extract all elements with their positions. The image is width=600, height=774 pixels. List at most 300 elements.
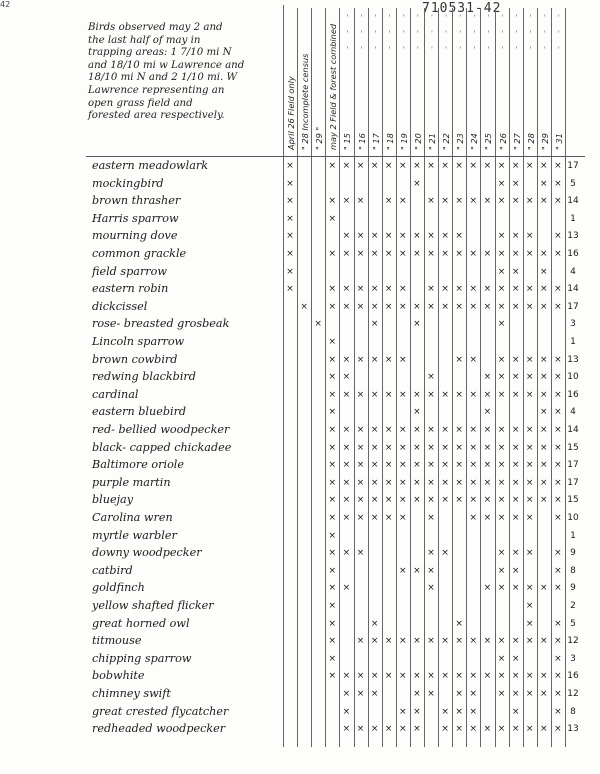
species-name: yellow shafted flicker xyxy=(92,599,214,612)
observation-mark: × xyxy=(356,477,365,488)
column-tick: ' xyxy=(445,30,448,38)
header-divider xyxy=(86,156,585,157)
observation-mark: × xyxy=(399,460,407,471)
observation-mark: × xyxy=(384,513,393,523)
row-total: 8 xyxy=(570,565,576,576)
column-header: may 2 Field & forest combined xyxy=(328,23,339,150)
observation-mark: × xyxy=(455,618,463,629)
observation-mark: × xyxy=(427,495,435,506)
observation-mark: × xyxy=(525,583,534,594)
observation-mark: × xyxy=(413,442,421,453)
observation-mark: × xyxy=(497,249,506,259)
column-tick: ' xyxy=(543,46,546,54)
observation-mark: × xyxy=(328,196,337,207)
observation-mark: × xyxy=(497,319,506,330)
observation-mark: × xyxy=(483,372,492,383)
observation-mark: × xyxy=(370,689,379,699)
observation-mark: × xyxy=(483,477,492,488)
observation-mark: × xyxy=(399,284,407,295)
observation-mark: × xyxy=(554,618,562,629)
observation-mark: × xyxy=(399,161,407,171)
observation-mark: × xyxy=(384,196,393,207)
column-tick: ' xyxy=(431,30,433,38)
row-total: 4 xyxy=(570,407,576,418)
observation-mark: × xyxy=(427,548,435,559)
row-total: 17 xyxy=(567,477,579,488)
column-tick: ' xyxy=(346,46,349,54)
column-tick: ' xyxy=(388,46,391,54)
observation-mark: × xyxy=(441,301,449,312)
species-name: brown cowbird xyxy=(92,352,178,366)
column-tick: ' xyxy=(445,14,448,22)
observation-mark: × xyxy=(497,671,506,682)
observation-mark: × xyxy=(370,618,379,629)
observation-mark: × xyxy=(455,249,463,259)
observation-mark: × xyxy=(384,389,393,400)
row-total: 3 xyxy=(570,653,576,664)
column-tick: ' xyxy=(360,30,363,38)
observation-mark: × xyxy=(413,565,421,576)
observation-mark: × xyxy=(286,161,294,171)
observation-mark: × xyxy=(328,530,337,541)
row-total: 14 xyxy=(567,196,579,207)
observation-mark: × xyxy=(540,389,548,400)
observation-mark: × xyxy=(483,407,492,418)
column-header: " 19 xyxy=(398,133,409,150)
observation-mark: × xyxy=(328,337,337,347)
observation-mark: × xyxy=(525,513,534,523)
column-tick: ' xyxy=(416,14,419,22)
column-tick: ' xyxy=(445,46,448,54)
column-header: " 22 xyxy=(441,133,452,150)
observation-mark: × xyxy=(511,636,520,647)
column-tick: ' xyxy=(374,30,377,38)
observation-mark: × xyxy=(441,724,449,735)
observation-mark: × xyxy=(525,425,534,435)
column-tick: ' xyxy=(473,30,476,38)
observation-mark: × xyxy=(356,689,365,699)
observation-mark: × xyxy=(469,425,478,435)
observation-mark: × xyxy=(356,460,365,471)
column-divider xyxy=(311,8,312,747)
observation-mark: × xyxy=(370,284,379,295)
row-total: 13 xyxy=(567,724,579,735)
row-total: 9 xyxy=(570,583,576,594)
observation-mark: × xyxy=(399,301,407,312)
observation-mark: × xyxy=(511,161,520,171)
observation-mark: × xyxy=(554,495,562,506)
species-name: cardinal xyxy=(92,387,139,401)
observation-mark: × xyxy=(356,249,365,259)
observation-mark: × xyxy=(483,636,492,647)
observation-mark: × xyxy=(399,442,407,453)
observation-mark: × xyxy=(286,196,294,207)
row-total: 1 xyxy=(570,337,576,347)
observation-mark: × xyxy=(497,266,506,277)
observation-mark: × xyxy=(511,372,520,383)
species-name: catbird xyxy=(92,563,133,577)
observation-mark: × xyxy=(511,266,520,277)
observation-mark: × xyxy=(356,724,365,735)
observation-mark: × xyxy=(427,249,435,259)
observation-mark: × xyxy=(540,301,548,312)
observation-mark: × xyxy=(370,724,379,735)
observation-mark: × xyxy=(328,301,337,312)
observation-mark: × xyxy=(384,671,393,682)
observation-mark: × xyxy=(286,284,294,295)
column-header: " 24 xyxy=(469,133,480,150)
observation-mark: × xyxy=(511,231,520,242)
species-name: bobwhite xyxy=(92,669,145,683)
observation-mark: × xyxy=(455,636,463,647)
observation-mark: × xyxy=(540,372,548,383)
observation-mark: × xyxy=(342,724,351,735)
observation-mark: × xyxy=(511,301,520,312)
observation-mark: × xyxy=(554,161,562,171)
observation-mark: × xyxy=(399,354,407,365)
observation-mark: × xyxy=(554,636,562,647)
observation-mark: × xyxy=(554,178,562,189)
observation-mark: × xyxy=(441,249,449,259)
observation-mark: × xyxy=(328,407,337,418)
observation-mark: × xyxy=(342,548,351,559)
observation-mark: × xyxy=(370,161,379,171)
intro-note xyxy=(88,22,280,123)
observation-mark: × xyxy=(525,477,534,488)
intro-line: Lawrence representing an xyxy=(88,84,225,96)
column-header: " 26 xyxy=(497,133,508,150)
observation-mark: × xyxy=(328,653,337,664)
column-tick: ' xyxy=(487,14,490,22)
document-id: 710531-42 xyxy=(422,1,502,16)
observation-mark: × xyxy=(469,460,478,471)
observation-mark: × xyxy=(370,636,379,647)
column-tick: ' xyxy=(360,46,363,54)
observation-mark: × xyxy=(540,196,548,207)
observation-mark: × xyxy=(455,460,463,471)
row-total: 3 xyxy=(570,319,576,330)
observation-mark: × xyxy=(356,671,365,682)
observation-mark: × xyxy=(497,389,506,400)
observation-mark: × xyxy=(328,601,337,611)
observation-mark: × xyxy=(455,724,463,735)
observation-mark: × xyxy=(469,671,478,682)
row-total: 5 xyxy=(570,618,576,629)
observation-mark: × xyxy=(455,354,463,365)
row-total: 9 xyxy=(570,548,576,559)
observation-mark: × xyxy=(370,389,379,400)
observation-mark: × xyxy=(554,513,562,523)
species-name: brown thrasher xyxy=(92,194,181,208)
observation-mark: × xyxy=(399,249,407,259)
observation-mark: × xyxy=(525,196,534,207)
observation-mark: × xyxy=(286,213,294,224)
observation-mark: × xyxy=(455,196,463,207)
observation-mark: × xyxy=(413,178,421,189)
row-total: 1 xyxy=(570,530,576,541)
observation-mark: × xyxy=(413,301,421,312)
row-total: 5 xyxy=(570,178,576,189)
row-total: 1 xyxy=(570,213,576,224)
column-header: " 29 xyxy=(539,133,550,150)
observation-mark: × xyxy=(399,636,407,647)
observation-mark: × xyxy=(286,178,294,189)
observation-mark: × xyxy=(511,425,520,435)
observation-mark: × xyxy=(328,389,337,400)
observation-mark: × xyxy=(342,161,351,171)
observation-mark: × xyxy=(483,196,492,207)
observation-mark: × xyxy=(342,354,351,365)
observation-mark: × xyxy=(413,636,421,647)
species-name: bluejay xyxy=(92,493,134,507)
observation-mark: × xyxy=(525,301,534,312)
observation-mark: × xyxy=(511,354,520,365)
observation-mark: × xyxy=(554,301,562,312)
corner-mark: 42 xyxy=(0,0,11,9)
column-tick: ' xyxy=(416,30,419,38)
species-name: downy woodpecker xyxy=(92,546,202,560)
observation-mark: × xyxy=(483,583,492,594)
observation-mark: × xyxy=(328,548,337,559)
observation-mark: × xyxy=(497,178,506,189)
observation-mark: × xyxy=(384,495,393,506)
observation-mark: × xyxy=(483,442,492,453)
observation-mark: × xyxy=(525,161,534,171)
observation-mark: × xyxy=(328,583,337,594)
observation-mark: × xyxy=(497,583,506,594)
observation-mark: × xyxy=(384,249,393,259)
observation-mark: × xyxy=(356,354,365,365)
observation-mark: × xyxy=(497,301,506,312)
observation-mark: × xyxy=(399,671,407,682)
column-tick: ' xyxy=(431,46,433,54)
column-tick: ' xyxy=(515,30,518,38)
observation-mark: × xyxy=(540,583,548,594)
observation-mark: × xyxy=(356,196,365,207)
observation-mark: × xyxy=(427,161,435,171)
observation-mark: × xyxy=(286,249,294,259)
observation-mark: × xyxy=(441,477,449,488)
row-total: 17 xyxy=(567,460,579,471)
observation-mark: × xyxy=(540,266,548,277)
observation-mark: × xyxy=(356,301,365,312)
observation-mark: × xyxy=(441,460,449,471)
observation-mark: × xyxy=(328,284,337,295)
observation-mark: × xyxy=(511,284,520,295)
observation-mark: × xyxy=(399,706,407,717)
observation-mark: × xyxy=(427,196,435,207)
observation-mark: × xyxy=(554,249,562,259)
species-name: Baltimore oriole xyxy=(92,458,185,472)
observation-mark: × xyxy=(554,565,562,576)
observation-mark: × xyxy=(356,284,365,295)
column-tick: ' xyxy=(402,30,405,38)
observation-mark: × xyxy=(314,319,322,330)
row-total: 13 xyxy=(567,354,579,365)
observation-mark: × xyxy=(356,425,365,435)
observation-mark: × xyxy=(483,460,492,471)
observation-mark: × xyxy=(342,477,351,488)
observation-mark: × xyxy=(540,284,548,295)
observation-mark: × xyxy=(497,565,506,576)
observation-mark: × xyxy=(342,583,351,594)
observation-mark: × xyxy=(286,231,294,242)
species-name: goldfinch xyxy=(92,581,145,595)
observation-mark: × xyxy=(342,513,351,523)
observation-mark: × xyxy=(370,513,379,523)
observation-mark: × xyxy=(554,724,562,735)
observation-mark: × xyxy=(554,425,562,435)
row-total: 2 xyxy=(570,601,576,611)
species-name: myrtle warbler xyxy=(92,528,177,542)
species-name: common grackle xyxy=(92,247,187,260)
observation-mark: × xyxy=(554,231,562,242)
observation-mark: × xyxy=(370,495,379,506)
column-tick: ' xyxy=(487,46,490,54)
observation-mark: × xyxy=(497,548,506,559)
column-tick: ' xyxy=(402,46,405,54)
observation-mark: × xyxy=(554,706,562,717)
observation-mark: × xyxy=(497,161,506,171)
observation-mark: × xyxy=(399,196,407,207)
observation-mark: × xyxy=(540,249,548,259)
observation-mark: × xyxy=(497,425,506,435)
observation-mark: × xyxy=(497,724,506,735)
observation-mark: × xyxy=(356,495,365,506)
species-name: redwing blackbird xyxy=(92,370,196,384)
observation-mark: × xyxy=(342,671,351,682)
observation-mark: × xyxy=(413,249,421,259)
observation-mark: × xyxy=(342,301,351,312)
species-name: chimney swift xyxy=(92,687,171,700)
observation-mark: × xyxy=(455,477,463,488)
observation-mark: × xyxy=(356,389,365,400)
row-total: 14 xyxy=(567,425,579,435)
observation-mark: × xyxy=(469,706,478,717)
column-tick: ' xyxy=(543,30,546,38)
column-tick: ' xyxy=(459,46,462,54)
observation-mark: × xyxy=(483,389,492,400)
observation-mark: × xyxy=(455,706,463,717)
observation-mark: × xyxy=(554,407,562,418)
column-tick: ' xyxy=(459,14,462,22)
observation-mark: × xyxy=(525,354,534,365)
observation-mark: × xyxy=(328,636,337,647)
intro-line: open grass field and xyxy=(88,97,193,109)
observation-mark: × xyxy=(525,460,534,471)
species-name: dickcissel xyxy=(92,299,148,313)
column-header: " 31 xyxy=(553,133,564,150)
observation-mark: × xyxy=(469,284,478,295)
observation-mark: × xyxy=(441,548,449,559)
column-tick: ' xyxy=(388,30,391,38)
observation-mark: × xyxy=(511,671,520,682)
observation-mark: × xyxy=(540,425,548,435)
observation-mark: × xyxy=(540,724,548,735)
observation-mark: × xyxy=(384,284,393,295)
observation-mark: × xyxy=(540,689,548,699)
row-total: 16 xyxy=(567,389,579,400)
column-divider xyxy=(297,8,298,747)
observation-mark: × xyxy=(455,689,463,699)
observation-mark: × xyxy=(441,425,449,435)
observation-mark: × xyxy=(427,425,435,435)
observation-mark: × xyxy=(455,425,463,435)
observation-mark: × xyxy=(399,724,407,735)
observation-mark: × xyxy=(413,425,421,435)
column-tick: ' xyxy=(402,14,405,22)
observation-mark: × xyxy=(540,354,548,365)
column-tick: ' xyxy=(388,14,391,22)
observation-mark: × xyxy=(554,389,562,400)
observation-mark: × xyxy=(525,601,534,611)
column-header: " 18 xyxy=(384,133,395,150)
observation-mark: × xyxy=(469,354,478,365)
observation-mark: × xyxy=(427,671,435,682)
observation-mark: × xyxy=(497,460,506,471)
observation-mark: × xyxy=(342,460,351,471)
observation-mark: × xyxy=(399,513,407,523)
column-tick: ' xyxy=(543,14,546,22)
column-tick: ' xyxy=(501,46,504,54)
row-total: 16 xyxy=(567,249,579,259)
observation-mark: × xyxy=(427,389,435,400)
species-name: black- capped chickadee xyxy=(92,440,232,454)
column-tick: ' xyxy=(529,14,532,22)
observation-mark: × xyxy=(525,249,534,259)
species-name: eastern bluebird xyxy=(92,405,187,419)
row-total: 10 xyxy=(567,372,579,383)
row-total: 4 xyxy=(570,266,576,277)
observation-mark: × xyxy=(342,442,351,453)
observation-mark: × xyxy=(469,689,478,699)
column-tick: ' xyxy=(459,30,462,38)
observation-mark: × xyxy=(356,513,365,523)
intro-line: the last half of may in xyxy=(88,34,201,46)
observation-mark: × xyxy=(370,231,379,242)
column-tick: ' xyxy=(346,30,349,38)
observation-mark: × xyxy=(469,161,478,171)
observation-mark: × xyxy=(540,178,548,189)
observation-mark: × xyxy=(497,513,506,523)
column-tick: ' xyxy=(374,14,377,22)
observation-mark: × xyxy=(342,372,351,383)
row-total: 12 xyxy=(567,689,579,699)
observation-mark: × xyxy=(554,354,562,365)
species-name: mockingbird xyxy=(92,176,164,190)
observation-mark: × xyxy=(413,389,421,400)
observation-mark: × xyxy=(441,231,449,242)
observation-mark: × xyxy=(554,653,562,664)
observation-mark: × xyxy=(554,477,562,488)
column-tick: ' xyxy=(473,46,476,54)
species-name: Harris sparrow xyxy=(92,211,179,225)
observation-mark: × xyxy=(441,196,449,207)
observation-mark: × xyxy=(497,477,506,488)
observation-mark: × xyxy=(413,460,421,471)
observation-mark: × xyxy=(399,389,407,400)
observation-mark: × xyxy=(413,477,421,488)
observation-mark: × xyxy=(554,460,562,471)
observation-mark: × xyxy=(427,513,435,523)
species-name: great horned owl xyxy=(92,616,190,630)
observation-mark: × xyxy=(370,460,379,471)
observation-mark: × xyxy=(483,671,492,682)
observation-mark: × xyxy=(469,301,478,312)
observation-mark: × xyxy=(427,301,435,312)
observation-mark: × xyxy=(511,565,520,576)
species-name: redheaded woodpecker xyxy=(92,722,226,736)
